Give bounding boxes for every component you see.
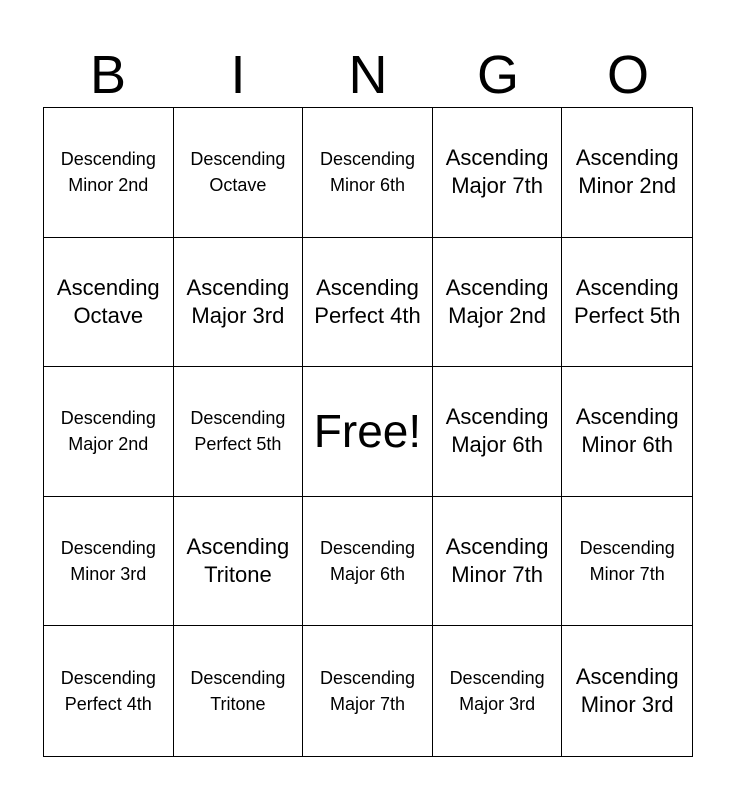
bingo-cell-label: Descending Minor 3rd [60,538,156,585]
bingo-cell-label: Ascending Major 3rd [186,274,290,328]
free-space-cell[interactable] [303,367,433,497]
bingo-cell-label: Ascending Perfect 5th [574,274,681,328]
bingo-cell[interactable] [433,367,563,497]
bingo-cell-label: Descending Octave [190,149,286,196]
bingo-cell[interactable] [174,238,304,368]
bingo-cell-label: Descending Major 6th [319,538,416,585]
bingo-cell[interactable] [562,497,692,627]
bingo-cell[interactable] [433,497,563,627]
bingo-cell[interactable] [303,108,433,238]
bingo-cell-label: Descending Major 7th [319,668,416,715]
header-letter-i: I [230,45,246,105]
bingo-cell[interactable] [174,367,304,497]
bingo-cell-label: Descending Perfect 4th [60,668,156,715]
bingo-cell[interactable] [44,497,174,627]
bingo-cell-label: Free! [313,405,422,458]
bingo-cell[interactable] [174,108,304,238]
bingo-cell[interactable] [562,108,692,238]
bingo-cell-label: Ascending Octave [56,274,160,328]
bingo-cell[interactable] [44,367,174,497]
bingo-cell[interactable] [562,367,692,497]
header-letter-b: B [89,45,127,105]
bingo-cell-label: Descending Major 3rd [449,668,545,715]
bingo-cell[interactable] [303,497,433,627]
bingo-cell[interactable] [433,238,563,368]
bingo-cell-label: Ascending Minor 2nd [575,145,679,199]
bingo-cell-label: Ascending Major 7th [445,145,549,199]
bingo-cell[interactable] [44,108,174,238]
bingo-cell[interactable] [433,626,563,756]
bingo-cell-label: Ascending Minor 6th [575,404,679,458]
bingo-cell[interactable] [174,497,304,627]
bingo-cell-label: Descending Perfect 5th [190,408,286,455]
bingo-cell-label: Descending Major 2nd [60,408,156,455]
bingo-cell[interactable] [562,626,692,756]
bingo-cell-label: Ascending Minor 3rd [575,664,679,718]
header-letter-o: O [606,45,649,105]
bingo-cell-label: Descending Minor 6th [319,149,416,196]
bingo-cell[interactable] [562,238,692,368]
bingo-cell-label: Descending Minor 7th [579,538,675,585]
bingo-cell[interactable] [44,626,174,756]
bingo-cell-label: Ascending Tritone [186,534,290,588]
bingo-cell[interactable] [44,238,174,368]
bingo-cell-label: Ascending Major 6th [445,404,549,458]
bingo-cell[interactable] [303,626,433,756]
bingo-cell-label: Descending Minor 2nd [60,149,156,196]
bingo-cell[interactable] [433,108,563,238]
bingo-board [43,107,693,757]
bingo-cell-label: Ascending Minor 7th [445,534,549,588]
bingo-cell-label: Ascending Major 2nd [445,274,549,328]
bingo-cell[interactable] [303,238,433,368]
bingo-cell[interactable] [174,626,304,756]
header-letter-g: G [476,45,519,105]
header-letter-n: N [348,45,388,105]
bingo-cell-label: Ascending Perfect 4th [314,274,421,328]
bingo-header [43,42,693,108]
bingo-cell-label: Descending Tritone [190,668,286,715]
